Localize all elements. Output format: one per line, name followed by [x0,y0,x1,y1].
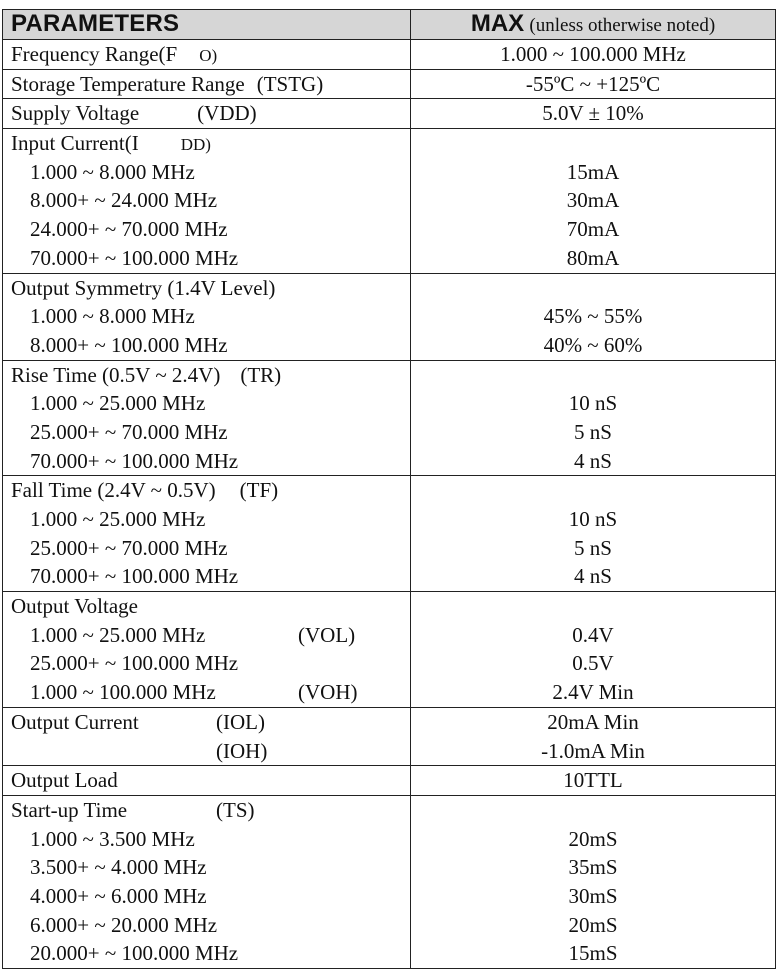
table-row [3,273,776,360]
table-row [3,99,776,129]
param-value: 5.0V ± 10% [542,101,644,126]
param-label: Output Symmetry (1.4V Level) [11,275,276,300]
range-label: 20.000+ ~ 100.000 MHz [30,941,239,966]
range-label: 25.000+ ~ 70.000 MHz [30,419,228,444]
parameters-table [2,9,776,969]
max-header [411,10,776,40]
param-value: 40% ~ 60% [543,332,643,357]
param-value: 10TTL [563,768,623,793]
table-row [3,69,776,99]
param-value: -1.0mA Min [541,738,645,763]
range-label: 1.000 ~ 25.000 MHz [30,507,206,531]
param-value: 5 nS [574,535,612,560]
param-value: -55ºC ~ +125ºC [525,71,661,96]
range-label: 24.000+ ~ 70.000 MHz [30,217,228,242]
max-label: MAX [470,10,525,37]
param-symbol: (TS) [216,797,255,822]
param-symbol: DD) [180,135,211,155]
param-label: Output Load [11,768,118,793]
spec-sheet [2,9,775,969]
param-symbol: (VOL) [298,622,356,647]
param-value: 30mA [566,188,620,213]
param-symbol: (IOH) [216,738,268,763]
param-label: Fall Time (2.4V ~ 0.5V) [11,478,216,503]
param-symbol: O) [199,46,218,65]
param-label: Frequency Range(F [11,42,178,66]
range-label: 70.000+ ~ 100.000 MHz [30,564,239,589]
param-value: 35mS [568,855,618,880]
range-label: 1.000 ~ 8.000 MHz [30,159,195,184]
param-value: 20mS [568,826,618,851]
param-symbol: (TR) [240,362,282,387]
param-value: 4 nS [574,448,612,473]
param-value: 45% ~ 55% [543,304,643,329]
param-value: 0.5V [572,651,614,676]
param-value: 0.4V [572,622,614,647]
param-value: 20mS [568,912,618,937]
param-value: 70mA [566,217,620,242]
param-label: Output Current [11,709,139,734]
param-symbol: (TSTG) [256,71,324,96]
range-label: 1.000 ~ 3.500 MHz [30,826,195,851]
param-label: Storage Temperature Range [11,71,245,96]
table-row [3,40,776,70]
param-value: 10 nS [568,507,618,531]
range-label: 4.000+ ~ 6.000 MHz [30,883,207,908]
table-row [3,795,776,968]
max-note: (unless otherwise noted) [529,15,716,36]
table-row [3,707,776,765]
param-label: Output Voltage [11,594,138,619]
range-label: 8.000+ ~ 24.000 MHz [30,188,218,213]
param-value: 4 nS [574,564,612,589]
range-label: 6.000+ ~ 20.000 MHz [30,912,218,937]
param-value: 15mS [568,941,618,966]
param-label: Rise Time (0.5V ~ 2.4V) [11,362,221,387]
range-label: 1.000 ~ 8.000 MHz [30,304,195,329]
param-value: 2.4V Min [552,680,634,705]
table-row [3,476,776,592]
param-symbol: (VOH) [298,680,358,705]
param-value: 20mA Min [547,709,639,734]
range-label: 8.000+ ~ 100.000 MHz [30,332,228,357]
table-header [3,10,776,40]
range-label: 1.000 ~ 25.000 MHz [30,391,206,416]
param-value: 15mA [566,159,620,184]
parameters-header: PARAMETERS [3,10,411,40]
range-label: 3.500+ ~ 4.000 MHz [30,855,207,880]
param-value: 5 nS [574,419,612,444]
range-label: 25.000+ ~ 70.000 MHz [30,535,228,560]
table-row [3,592,776,708]
range-label: 1.000 ~ 100.000 MHz [30,680,216,705]
param-value: 1.000 ~ 100.000 MHz [500,42,686,66]
param-symbol: (VDD) [197,101,257,126]
range-label: 25.000+ ~ 100.000 MHz [30,651,239,676]
param-value: 80mA [566,245,620,270]
param-symbol: (TF) [239,478,279,503]
param-value: 30mS [568,883,618,908]
table-row [3,129,776,273]
param-value: 10 nS [568,391,618,416]
range-label: 1.000 ~ 25.000 MHz [30,622,206,647]
range-label: 70.000+ ~ 100.000 MHz [30,245,239,270]
param-label: Input Current(I [11,131,139,156]
param-symbol: (IOL) [216,709,265,734]
param-label: Supply Voltage [11,101,140,126]
table-row [3,766,776,796]
table-row [3,360,776,476]
param-label: Start-up Time [11,797,128,822]
range-label: 70.000+ ~ 100.000 MHz [30,448,239,473]
